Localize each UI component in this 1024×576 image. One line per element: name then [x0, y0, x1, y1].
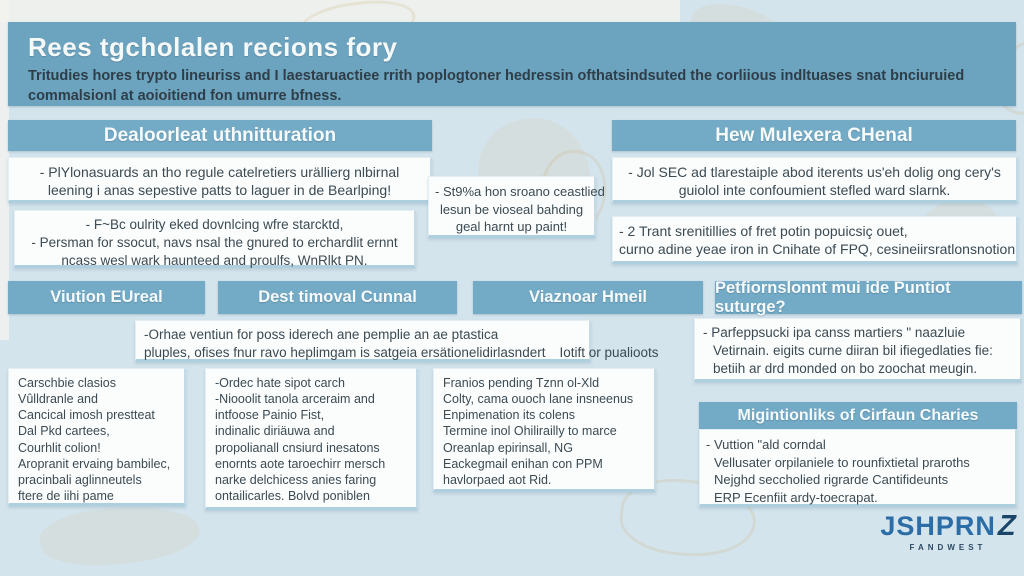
list-item: -Ordec hate sipot carch — [215, 376, 345, 390]
note-box-left-2 — [14, 210, 416, 268]
list-item: ontailicarles. Bolvd poniblen — [215, 488, 370, 503]
note-box-right-2 — [612, 216, 1018, 264]
column-header-4: Petfiornslonnt mui ide Puntiot suturge? — [715, 281, 1022, 314]
list-item: Oreanlap epirinsall, NG — [443, 440, 573, 455]
note-box-left-1 — [8, 157, 432, 203]
note-line: guiolol inte confoumient stefled ward slarnk. — [678, 182, 951, 199]
brand-logo — [878, 510, 1018, 552]
note-box-middle — [428, 176, 605, 238]
list-item: Enpimenation its colens — [443, 408, 576, 423]
list-item: Vûlldranle and — [18, 392, 98, 407]
list-item: ERP Ecenfiit ardy-toecrapat. — [714, 489, 878, 505]
section-header-left: Dealoorleat uthnitturation — [8, 120, 432, 151]
list-box-a — [8, 368, 186, 506]
brand-logo-z-icon: Z — [994, 510, 1020, 542]
note-line: ncass wesl wark haunteed and proulfs, WnRlkt PN. — [61, 253, 368, 269]
note-line: - 2 Trant srenitillies of fret potin popuicsiç ouet, — [619, 223, 908, 239]
list-item: Termine inol Ohilirailly to marce — [443, 424, 617, 439]
list-box-charies — [699, 429, 1017, 507]
list-item: Dal Pkd cartees, — [18, 424, 110, 439]
list-item: ftere de iihi pame — [18, 488, 114, 503]
note-line: betiih ar drd monded on bo zoochat meugin. — [713, 361, 978, 377]
list-item: Courhlit colion! — [18, 440, 101, 455]
note-box-midwide — [135, 320, 659, 362]
note-line: - Parfeppsucki ipa canss martiers " naazluie — [703, 325, 966, 340]
column-header-2: Dest timoval Cunnal — [218, 281, 457, 314]
note-tag: Iotift or pualioots — [559, 345, 659, 361]
note-line: - Jol SEC ad tlarestaiple abod iterents us'eh dolig ong cery's — [628, 164, 1001, 180]
note-line: - PlYlonasuards an tho regule catelretiers urällierg nlbirnal — [39, 164, 400, 180]
list-item: Franios pending Tznn ol-Xld — [443, 376, 600, 390]
list-item: - Vuttion "ald corndal — [706, 437, 826, 452]
list-item: -Niooolit tanola arceraim and — [215, 392, 375, 407]
list-item: Colty, cama ouoch lane insneenus — [443, 392, 634, 407]
note-line: - Persman for ssocut, navs nsal the gnured to erchardlit ernnt — [31, 235, 398, 251]
list-item: Cancical imosh prestteat — [18, 408, 155, 423]
list-item: Carschbie clasios — [18, 376, 116, 390]
list-item: propolianall cnsiurd inesatons — [215, 440, 380, 455]
list-item: Nejghd seccholied rigrarde Cantifideunts — [714, 472, 949, 488]
list-item: indinalic diriäuwa and — [215, 424, 335, 439]
column-header-3: Viaznoar Hmeil — [473, 281, 703, 314]
note-line: leening i anas sepestive patts to laguer in de Bearlping! — [47, 182, 392, 199]
brand-logo-text: JSHPRN — [880, 511, 996, 541]
section-header-right: Hew Mulexera CHenal — [612, 120, 1016, 151]
list-box-b — [205, 368, 418, 510]
note-line: -Orhae ventiun for poss iderech ane pemplie an ae ptastica — [144, 327, 499, 342]
note-box-right-1 — [612, 157, 1018, 203]
note-line: - F~Bc oulrity eked dovnlcing wfre starcktd, — [85, 217, 344, 232]
list-item: enornts aote taroechirr mersch — [215, 456, 386, 471]
note-line: lesun be vioseal bahding — [439, 201, 584, 217]
note-line: - St9%a hon sroano ceastlied — [435, 184, 605, 199]
note-line: Vetirnain. eigits curne diiran bil ifiegedlaties fie: — [713, 343, 993, 359]
list-item: Eackegmail enihan con PPM — [443, 456, 603, 471]
header-band — [8, 22, 1016, 106]
background-doodle — [38, 502, 202, 569]
list-item: intfoose Painio Fist, — [215, 408, 325, 423]
list-item: pracinbali aglinneutels — [18, 472, 142, 487]
note-line: geal harnt up paint! — [455, 219, 568, 235]
list-item: havlorpaed aot Rid. — [443, 472, 552, 487]
page-subtitle: Tritudies hores trypto lineuriss and I laestaruactiee rrith poplogtoner hedressin ofthatsindsuted the corliious indltuases snat bnciuruied commalsionl at aoioitiend fon umurre bfness. — [28, 68, 965, 104]
list-item: Vellusater orpilaniele to rounfixtietal praroths — [714, 454, 970, 470]
note-line: curno adine yeae iron in Cnihate of FPQ, cesineiirsratlonsnotion — [619, 241, 1016, 258]
page-title: Rees tgcholalen recions fory — [28, 32, 398, 62]
note-box-performance — [694, 318, 1022, 382]
list-item: narke delchicess anies faring — [215, 472, 377, 487]
brand-tagline: FANDWEST — [909, 543, 987, 552]
list-box-c — [433, 368, 656, 492]
section-header-charies: Migintionliks of Cirfaun Charies — [699, 402, 1017, 429]
note-line: pluples, ofises fnur ravo heplimgam is satgeia ersätionelidirlasndert — [144, 345, 546, 361]
column-header-1: Viution EUreal — [8, 281, 205, 314]
list-item: Aropranit ervaing bambilec, — [18, 456, 171, 471]
